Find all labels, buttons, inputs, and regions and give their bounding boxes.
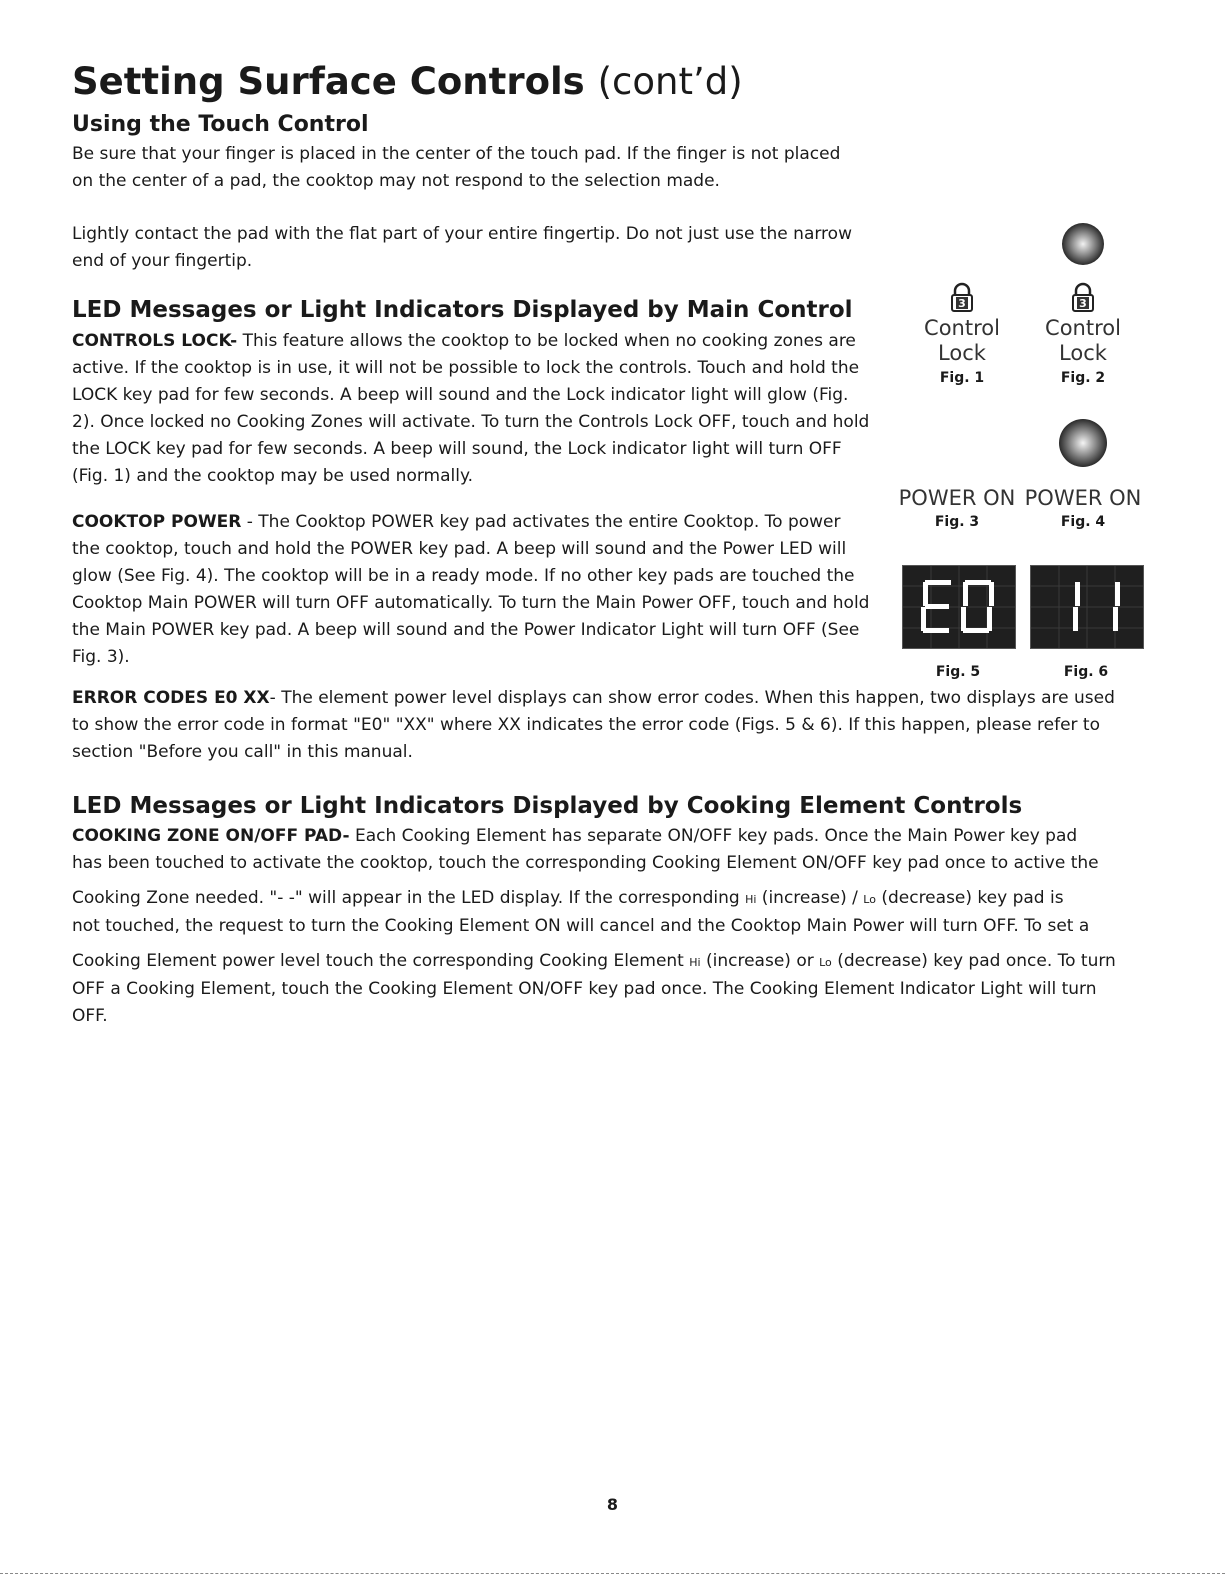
cooktop-power-paragraph [72,509,872,671]
power-light-glow-icon [1058,418,1108,468]
zone-line-3 [72,885,1152,913]
zone-line-3b: (increase) / [756,888,864,908]
cooktop-power-text: - The Cooktop POWER key pad activates the entire Cooktop. To power the cooktop, touch and hold the POWER key pad. A beep will sound and the Power LED will glow (See Fig. 4). The cooktop will be in a ready mode. If no other key pads are touched the Cooktop Main POWER will turn OFF automatically. To turn the Main Power OFF, touch and hold the Main POWER key pad. A beep will sound and the Power Indicator Light will turn OFF (See Fig. 3). [72,512,870,667]
fig4-power-label: POWER ON [1024,486,1142,510]
fig6-caption: Fig. 6 [1063,664,1109,680]
lo-label: Lo [863,893,876,906]
error-codes-text: - The element power level displays can show error codes. When this happen, two displays are used to show the error code in format "E0" "XX" where XX indicates the error code (Figs. 5 & 6). If this happen, please refer to section "Before you call" in this manual. [72,688,1115,762]
zone-line-4: not touched, the request to turn the Cooking Element ON will cancel and the Cooktop Main Power will turn OFF. To set a [72,916,1090,936]
hi-label: Hi [745,893,757,906]
zone-line-2: has been touched to activate the cooktop, touch the corresponding Cooking Element ON/OFF key pad once to active the [72,853,1099,873]
zone-line-6: OFF a Cooking Element, touch the Cooking Element ON/OFF key pad once. The Cooking Element Indicator Light will turn [72,979,1097,999]
error-codes-paragraph [72,685,1132,766]
fig4-caption: Fig. 4 [1060,514,1106,530]
figure-6 [1030,660,1142,680]
lock-icon [949,282,975,312]
fig1-caption: Fig. 1 [939,370,985,386]
lo-label-2: Lo [819,956,832,969]
zone-line-3c: (decrease) key pad is [875,888,1064,908]
main-control-heading: LED Messages or Light Indicators Displayed by Main Control [72,297,853,323]
page-number: 8 [606,1495,619,1514]
zone-line-3a: Cooking Zone needed. "- -" will appear in the LED display. If the corresponding [72,888,746,908]
zone-line-5 [72,948,1152,976]
figure-2-control-lock-on [1033,222,1133,386]
zone-line-5a: Cooking Element power level touch the corresponding Cooking Element [72,951,690,971]
fig2-label-line1: Control [1045,316,1121,340]
led-display-e0 [902,565,1016,649]
indicator-light-glow-icon [1061,222,1105,266]
cooking-zone-paragraph [72,823,1152,1030]
fig2-caption: Fig. 2 [1060,370,1106,386]
cooking-zone-label: COOKING ZONE ON/OFF PAD- [72,826,350,846]
lock-icon-digit: 3 [958,297,966,310]
cooktop-power-label: COOKTOP POWER [72,512,242,532]
figure-5 [902,660,1014,680]
touch-control-paragraph-1: Be sure that your finger is placed in the center of the touch pad. If the finger is not placed on the center of a pad, the cooktop may not respond to the selection made. [72,144,841,191]
fig2-label-line2: Lock [1059,341,1107,365]
zone-line-1: Each Cooking Element has separate ON/OFF key pads. Once the Main Power key pad [349,826,1078,846]
page-title-main: Setting Surface Controls [72,60,585,103]
seven-segment-11 [1031,566,1143,648]
svg-text:3: 3 [1079,297,1087,310]
fig1-label-line1: Control [924,316,1000,340]
controls-lock-paragraph [72,328,872,490]
fig3-power-label: POWER ON [898,486,1016,510]
figure-1-control-lock-off [912,282,1012,386]
fig1-label-line2: Lock [938,341,986,365]
page-title [72,60,743,103]
fig5-caption: Fig. 5 [935,664,981,680]
zone-line-5c: (decrease) key pad once. To turn [831,951,1116,971]
element-controls-heading: LED Messages or Light Indicators Displayed by Cooking Element Controls [72,793,1023,819]
touch-control-paragraph-2: Lightly contact the pad with the flat part of your entire fingertip. Do not just use the narrow end of your fingertip. [72,224,852,271]
controls-lock-label: CONTROLS LOCK- [72,331,238,351]
figure-3-power-off [892,486,1022,530]
touch-control-heading: Using the Touch Control [72,112,369,137]
error-codes-label: ERROR CODES E0 XX [72,688,270,708]
lock-icon [1070,282,1096,312]
led-display-11 [1030,565,1144,649]
figure-4-power-on [1018,418,1148,530]
fig3-caption: Fig. 3 [934,514,980,530]
page-title-suffix: (cont’d) [597,60,743,103]
controls-lock-text: This feature allows the cooktop to be locked when no cooking zones are active. If the cooktop is in use, it will not be possible to lock the controls. Touch and hold the LOCK key pad for few seconds. A beep will sound and the Lock indicator light will glow (Fig. 2). Once locked no Cooking Zones will activate. To turn the Controls Lock OFF, touch and hold the LOCK key pad for few seconds. A beep will sound, the Lock indicator light will turn OFF (Fig. 1) and the cooktop may be used normally. [72,331,870,486]
seven-segment-e0 [903,566,1015,648]
zone-line-7: OFF. [72,1006,108,1026]
hi-label-2: Hi [689,956,701,969]
zone-line-5b: (increase) or [700,951,820,971]
bottom-divider [0,1573,1225,1575]
